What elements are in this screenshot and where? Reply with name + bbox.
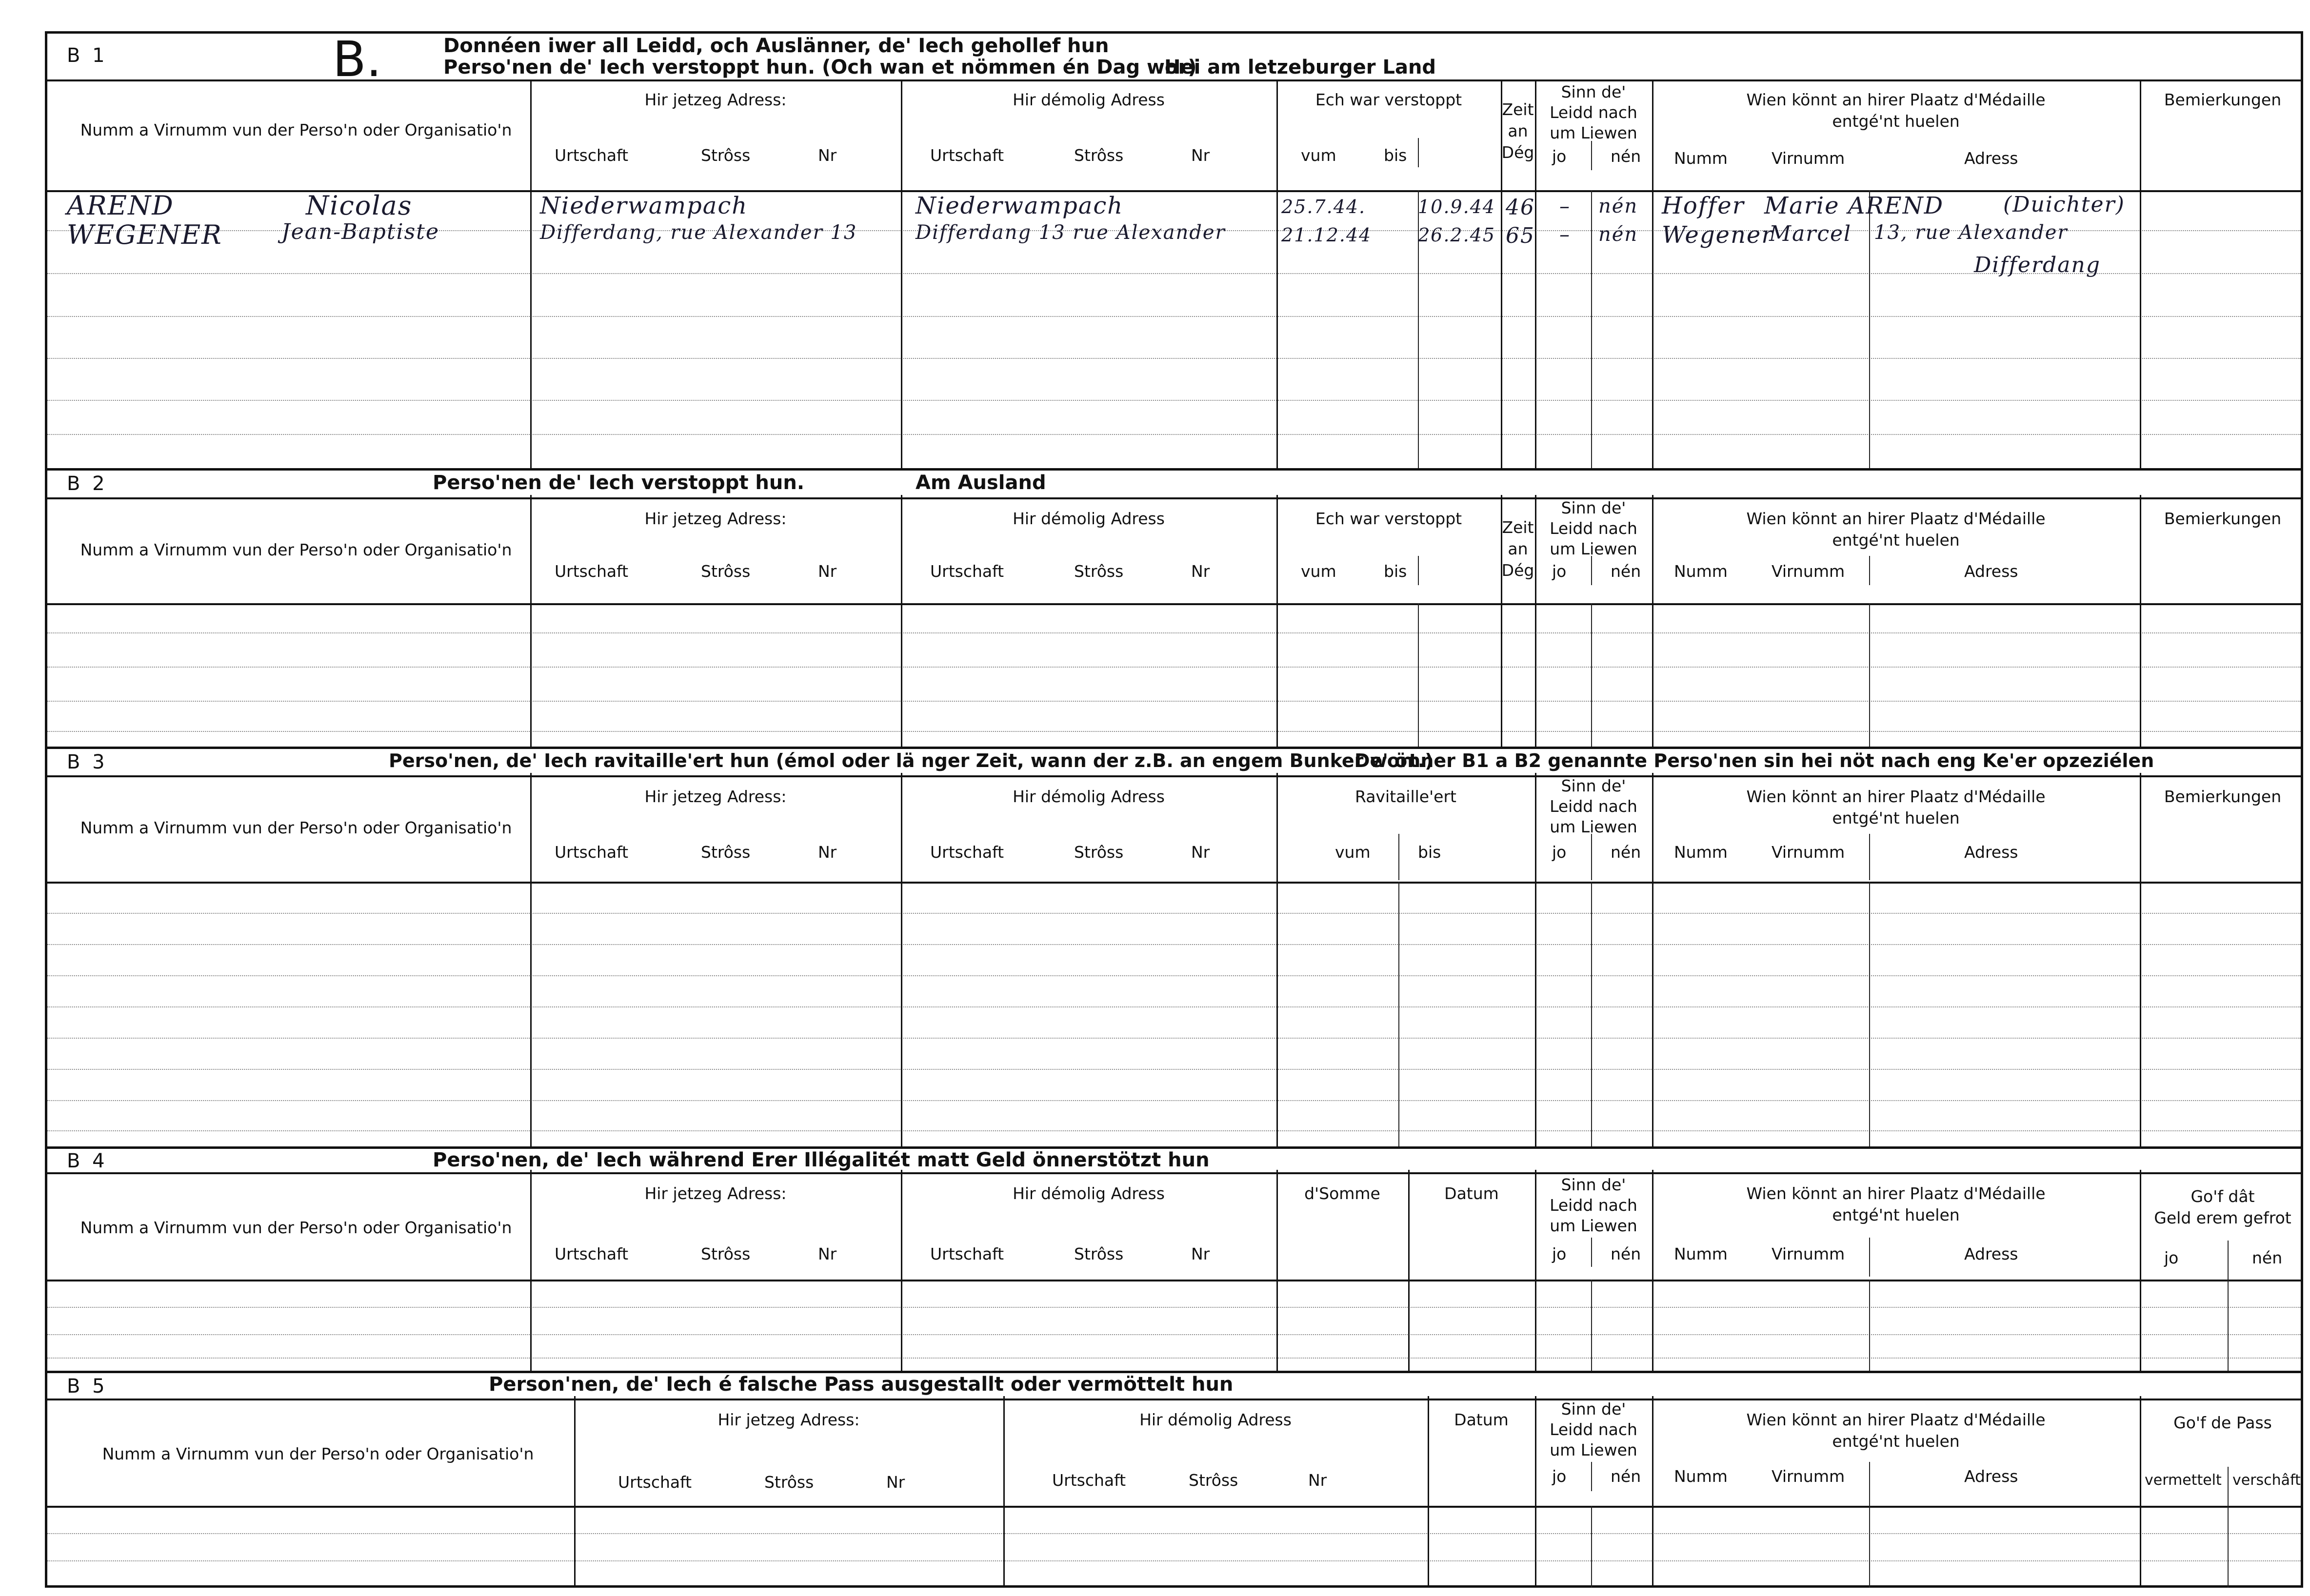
header-money: Go'f dât xyxy=(2191,1187,2255,1206)
header-to: bis xyxy=(1418,843,1441,862)
header-supplied: Ravitaille'ert xyxy=(1355,787,1456,806)
header-alive-2: Leidd nach xyxy=(1550,103,1637,122)
header-locality: Urtschaft xyxy=(618,1473,692,1492)
header-to: bis xyxy=(1384,562,1407,581)
header-from: vum xyxy=(1301,146,1336,165)
header-date: Datum xyxy=(1444,1184,1499,1203)
entry-former-address: Niederwampach xyxy=(916,192,1124,219)
header-current-address: Hir jetzeg Adress: xyxy=(644,1184,787,1203)
header-current-address: Hir jetzeg Adress: xyxy=(644,787,787,806)
section-body xyxy=(47,1506,2301,1588)
section-b5 xyxy=(47,1371,2301,1590)
header-time-2: an xyxy=(1508,539,1528,558)
entry-alive-no: nén xyxy=(1598,195,1638,217)
header-medal: Wien könnt an hirer Plaatz d'Médaille xyxy=(1746,1184,2046,1203)
header-yes: jo xyxy=(1552,562,1567,581)
section-b3-header xyxy=(47,749,2301,777)
header-no: nén xyxy=(1611,843,1641,862)
resistance-form xyxy=(45,31,2303,1588)
header-street: Strôss xyxy=(1189,1471,1238,1490)
header-alive: Sinn de' xyxy=(1561,776,1626,795)
header-name: Numm a Virnumm vun der Perso'n oder Organisatio'n xyxy=(80,540,512,559)
entry-medal-address-2: Differdang xyxy=(1974,253,2101,277)
entry-days: 65 xyxy=(1506,223,1535,248)
header-alive-3: um Liewen xyxy=(1550,539,1637,558)
header-time-3: Dég xyxy=(1501,561,1534,580)
section-id: B 3 xyxy=(67,751,108,773)
header-medal-firstname: Virnumm xyxy=(1772,149,1845,168)
section-b4 xyxy=(47,1146,2301,1373)
header-locality: Urtschaft xyxy=(555,843,629,862)
header-gifted: verschâft xyxy=(2232,1472,2301,1489)
entry-medal-firstname: Marie AREND xyxy=(1764,192,1944,219)
header-street: Strôss xyxy=(701,1244,751,1263)
entry-medal-name: Wegener xyxy=(1662,221,1774,249)
header-medal-name: Numm xyxy=(1674,1244,1728,1263)
column-header-row xyxy=(47,1172,2301,1281)
header-name: Numm a Virnumm vun der Perso'n oder Organisatio'n xyxy=(80,1218,512,1237)
header-name: Numm a Virnumm vun der Perso'n oder Organisatio'n xyxy=(80,120,512,139)
header-alive-2: Leidd nach xyxy=(1550,797,1637,816)
section-b4-header xyxy=(47,1149,2301,1174)
section-b1-header xyxy=(47,31,2301,88)
header-medal-address: Adress xyxy=(1964,149,2018,168)
header-pass: Go'f de Pass xyxy=(2173,1413,2272,1432)
header-medal: Wien könnt an hirer Plaatz d'Médaille xyxy=(1746,90,2046,109)
header-number: Nr xyxy=(818,1244,837,1263)
header-medal: Wien könnt an hirer Plaatz d'Médaille xyxy=(1746,787,2046,806)
section-body xyxy=(47,190,2301,468)
header-medal-2: entgé'nt huelen xyxy=(1832,1432,1960,1451)
header-from: vum xyxy=(1335,843,1371,862)
header-alive: Sinn de' xyxy=(1561,498,1626,517)
header-former-address: Hir démolig Adress xyxy=(1013,509,1165,528)
header-locality: Urtschaft xyxy=(555,146,629,165)
header-alive: Sinn de' xyxy=(1561,82,1626,101)
header-medal-address: Adress xyxy=(1964,1244,2018,1263)
section-b1 xyxy=(47,31,2301,470)
section-body xyxy=(47,1280,2301,1371)
header-no: nén xyxy=(1611,1244,1641,1263)
header-date: Datum xyxy=(1454,1410,1509,1429)
header-number: Nr xyxy=(886,1473,905,1492)
header-locality: Urtschaft xyxy=(930,146,1004,165)
header-alive-3: um Liewen xyxy=(1550,123,1637,142)
header-locality: Urtschaft xyxy=(1052,1471,1126,1490)
header-hidden: Ech war verstoppt xyxy=(1315,90,1462,109)
section-id: B 2 xyxy=(67,473,108,495)
header-hidden: Ech war verstoppt xyxy=(1315,509,1462,528)
header-street: Strôss xyxy=(1074,1244,1124,1263)
header-former-address: Hir démolig Adress xyxy=(1013,787,1165,806)
entry-former-address: Differdang 13 rue Alexander xyxy=(916,221,1226,244)
entry-alive-no: nén xyxy=(1598,223,1638,246)
header-alive-3: um Liewen xyxy=(1550,817,1637,836)
header-current-address: Hir jetzeg Adress: xyxy=(644,90,787,109)
header-no: nén xyxy=(2252,1248,2283,1267)
header-medal-name: Numm xyxy=(1674,149,1728,168)
header-sum: d'Somme xyxy=(1304,1184,1380,1203)
entry-current-address: Niederwampach xyxy=(540,192,748,219)
section-id: B 5 xyxy=(67,1375,108,1398)
header-street: Strôss xyxy=(701,843,751,862)
header-medal-firstname: Virnumm xyxy=(1772,843,1845,862)
header-current-address: Hir jetzeg Adress: xyxy=(644,509,787,528)
header-locality: Urtschaft xyxy=(555,562,629,581)
header-no: nén xyxy=(1611,147,1641,166)
header-medal-firstname: Virnumm xyxy=(1772,1467,1845,1486)
header-remarks: Bemierkungen xyxy=(2164,90,2282,109)
section-letter: B. xyxy=(333,31,382,88)
column-header-row xyxy=(47,1399,2301,1508)
header-alive: Sinn de' xyxy=(1561,1399,1626,1419)
header-former-address: Hir démolig Adress xyxy=(1013,1184,1165,1203)
section-subtitle: De' önner B1 a B2 genannte Perso'nen sin hei nöt nach eng Ke'er opzeziélen xyxy=(1354,750,2154,771)
header-name: Numm a Virnumm vun der Perso'n oder Organisatio'n xyxy=(80,818,512,837)
section-body xyxy=(47,882,2301,1147)
entry-firstname: Jean-Baptiste xyxy=(281,219,439,244)
header-number: Nr xyxy=(818,843,837,862)
header-no: nén xyxy=(1611,562,1641,581)
header-yes: jo xyxy=(1552,1244,1567,1263)
header-locality: Urtschaft xyxy=(930,1244,1004,1263)
header-medal-name: Numm xyxy=(1674,843,1728,862)
section-subtitle: Hei am letzeburger Land xyxy=(1164,56,1436,79)
section-b3 xyxy=(47,747,2301,1149)
header-yes: jo xyxy=(2164,1248,2179,1267)
header-medal-name: Numm xyxy=(1674,1467,1728,1486)
entry-medal-firstname: Marcel xyxy=(1769,221,1852,246)
header-medal-address: Adress xyxy=(1964,843,2018,862)
header-former-address: Hir démolig Adress xyxy=(1013,90,1165,109)
section-body xyxy=(47,603,2301,747)
section-subtitle: Am Ausland xyxy=(916,472,1046,494)
entry-medal-name: Hoffer xyxy=(1662,192,1745,219)
section-title: Donnéen iwer all Leidd, och Auslänner, de' Iech gehollef hun xyxy=(443,35,1109,57)
header-money-2: Geld erem gefrot xyxy=(2154,1208,2291,1227)
entry-from: 25.7.44. xyxy=(1281,196,1366,217)
header-street: Strôss xyxy=(1074,146,1124,165)
section-id: B 1 xyxy=(67,44,108,67)
entry-current-address: Differdang, rue Alexander 13 xyxy=(540,221,857,244)
header-alive-3: um Liewen xyxy=(1550,1216,1637,1235)
header-medal-2: entgé'nt huelen xyxy=(1832,1205,1960,1224)
header-locality: Urtschaft xyxy=(555,1244,629,1263)
section-title: Perso'nen, de' Iech während Erer Illégalitét matt Geld önnerstötzt hun xyxy=(433,1149,1210,1171)
section-title-2: Perso'nen de' Iech verstoppt hun. (Och wan et nömmen én Dag wor) xyxy=(443,56,1197,79)
header-yes: jo xyxy=(1552,1467,1567,1486)
header-time-2: an xyxy=(1508,121,1528,140)
header-to: bis xyxy=(1384,146,1407,165)
header-current-address: Hir jetzeg Adress: xyxy=(717,1410,860,1429)
entry-alive-yes: – xyxy=(1559,222,1571,246)
header-alive-2: Leidd nach xyxy=(1550,1420,1637,1439)
header-medal-firstname: Virnumm xyxy=(1772,562,1845,581)
header-medal-address: Adress xyxy=(1964,1467,2018,1486)
header-medal-address: Adress xyxy=(1964,562,2018,581)
entry-days: 46 xyxy=(1506,195,1535,220)
header-street: Strôss xyxy=(701,562,751,581)
header-locality: Urtschaft xyxy=(930,843,1004,862)
header-from: vum xyxy=(1301,562,1336,581)
header-time-3: Dég xyxy=(1501,143,1534,162)
header-number: Nr xyxy=(1191,843,1210,862)
header-number: Nr xyxy=(1191,1244,1210,1263)
header-number: Nr xyxy=(818,146,837,165)
section-id: B 4 xyxy=(67,1150,108,1172)
section-title: Perso'nen, de' Iech ravitaille'ert hun (émol oder lä nger Zeit, wann der z.B. an engem Bunker wort.) xyxy=(389,750,1434,771)
header-time: Zeit xyxy=(1502,518,1534,537)
header-number: Nr xyxy=(1308,1471,1327,1490)
header-medal: Wien könnt an hirer Plaatz d'Médaille xyxy=(1746,509,2046,528)
column-header-row xyxy=(47,497,2301,605)
entry-to: 26.2.45 xyxy=(1418,224,1496,246)
header-medal-firstname: Virnumm xyxy=(1772,1244,1845,1263)
header-locality: Urtschaft xyxy=(930,562,1004,581)
header-number: Nr xyxy=(818,562,837,581)
entry-medal-address: (Duichter) xyxy=(2003,192,2125,217)
header-medal-2: entgé'nt huelen xyxy=(1832,112,1960,131)
entry-to: 10.9.44 xyxy=(1418,196,1496,217)
section-b5-header xyxy=(47,1373,2301,1400)
column-header-row xyxy=(47,775,2301,884)
header-time: Zeit xyxy=(1502,100,1534,119)
column-header-row xyxy=(47,79,2301,192)
header-alive-2: Leidd nach xyxy=(1550,1196,1637,1215)
header-mediated: vermettelt xyxy=(2145,1472,2222,1489)
header-medal-name: Numm xyxy=(1674,562,1728,581)
header-medal-2: entgé'nt huelen xyxy=(1832,808,1960,828)
entry-firstname: Nicolas xyxy=(306,190,413,221)
section-b2 xyxy=(47,468,2301,749)
header-yes: jo xyxy=(1552,147,1567,166)
header-medal: Wien könnt an hirer Plaatz d'Médaille xyxy=(1746,1410,2046,1429)
entry-from: 21.12.44 xyxy=(1281,224,1372,246)
header-street: Strôss xyxy=(764,1473,814,1492)
section-title: Person'nen, de' Iech é falsche Pass ausgestallt oder vermöttelt hun xyxy=(489,1373,1234,1396)
header-alive-3: um Liewen xyxy=(1550,1440,1637,1459)
entry-medal-address: 13, rue Alexander xyxy=(1874,221,2068,244)
section-title: Perso'nen de' Iech verstoppt hun. xyxy=(433,472,805,494)
header-alive-2: Leidd nach xyxy=(1550,519,1637,538)
header-number: Nr xyxy=(1191,562,1210,581)
header-remarks: Bemierkungen xyxy=(2164,787,2282,806)
header-street: Strôss xyxy=(1074,843,1124,862)
header-remarks: Bemierkungen xyxy=(2164,509,2282,528)
header-yes: jo xyxy=(1552,843,1567,862)
header-medal-2: entgé'nt huelen xyxy=(1832,531,1960,550)
header-number: Nr xyxy=(1191,146,1210,165)
header-alive: Sinn de' xyxy=(1561,1175,1626,1194)
section-b2-header xyxy=(47,471,2301,499)
header-former-address: Hir démolig Adress xyxy=(1139,1410,1292,1429)
header-no: nén xyxy=(1611,1467,1641,1486)
header-street: Strôss xyxy=(1074,562,1124,581)
entry-surname: WEGENER xyxy=(67,219,222,250)
entry-surname: AREND xyxy=(67,190,174,221)
header-street: Strôss xyxy=(701,146,751,165)
entry-alive-yes: – xyxy=(1559,194,1571,218)
header-name: Numm a Virnumm vun der Perso'n oder Organisatio'n xyxy=(102,1444,534,1463)
